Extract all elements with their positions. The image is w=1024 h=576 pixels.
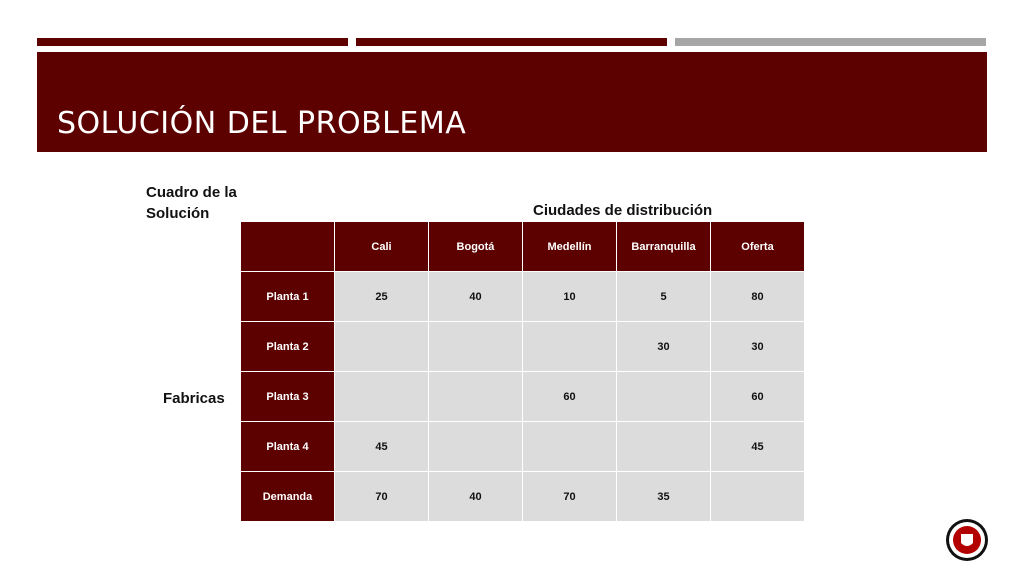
row-header-cell: Planta 2 — [241, 322, 335, 372]
solution-table-label-line2: Solución — [146, 205, 210, 222]
factories-label: Fabricas — [163, 390, 225, 407]
table-cell: 30 — [711, 322, 805, 372]
table-cell — [335, 322, 429, 372]
header-cell — [241, 222, 335, 272]
solution-table-label-line1: Cuadro de la — [146, 184, 237, 201]
header-cell: Bogotá — [429, 222, 523, 272]
cities-label: Ciudades de distribución — [533, 202, 713, 219]
seal-shield-icon — [961, 534, 973, 546]
table-cell — [429, 372, 523, 422]
table-cell: 70 — [523, 472, 617, 522]
row-header-cell: Demanda — [241, 472, 335, 522]
table-row — [241, 322, 805, 372]
solution-table-label — [146, 182, 256, 224]
table-cell: 30 — [617, 322, 711, 372]
slide-title: SOLUCIÓN DEL PROBLEMA — [57, 106, 467, 141]
table-row — [241, 372, 805, 422]
table-cell: 70 — [335, 472, 429, 522]
table-cell — [429, 422, 523, 472]
table-cell — [523, 422, 617, 472]
solution-table — [240, 221, 805, 522]
table-cell: 10 — [523, 272, 617, 322]
table-row — [241, 422, 805, 472]
header-cell: Medellín — [523, 222, 617, 272]
table-cell — [617, 372, 711, 422]
table-cell: 45 — [711, 422, 805, 472]
header-cell: Cali — [335, 222, 429, 272]
table-cell — [617, 422, 711, 472]
header-cell: Oferta — [711, 222, 805, 272]
table-cell: 25 — [335, 272, 429, 322]
table-cell: 40 — [429, 472, 523, 522]
table-row — [241, 472, 805, 522]
header-cell: Barranquilla — [617, 222, 711, 272]
table-cell: 45 — [335, 422, 429, 472]
table-cell — [711, 472, 805, 522]
table-cell — [335, 372, 429, 422]
table-cell: 60 — [711, 372, 805, 422]
table-cell: 80 — [711, 272, 805, 322]
table-cell: 35 — [617, 472, 711, 522]
table-cell: 5 — [617, 272, 711, 322]
table-cell — [429, 322, 523, 372]
table-header-row — [241, 222, 805, 272]
row-header-cell: Planta 3 — [241, 372, 335, 422]
row-header-cell: Planta 1 — [241, 272, 335, 322]
table-row — [241, 272, 805, 322]
university-seal-logo — [945, 518, 989, 562]
table-cell: 60 — [523, 372, 617, 422]
table-cell: 40 — [429, 272, 523, 322]
table-cell — [523, 322, 617, 372]
top-accent-bar-1 — [37, 38, 348, 46]
top-accent-bar-2 — [356, 38, 667, 46]
row-header-cell: Planta 4 — [241, 422, 335, 472]
top-accent-bar-3 — [675, 38, 986, 46]
